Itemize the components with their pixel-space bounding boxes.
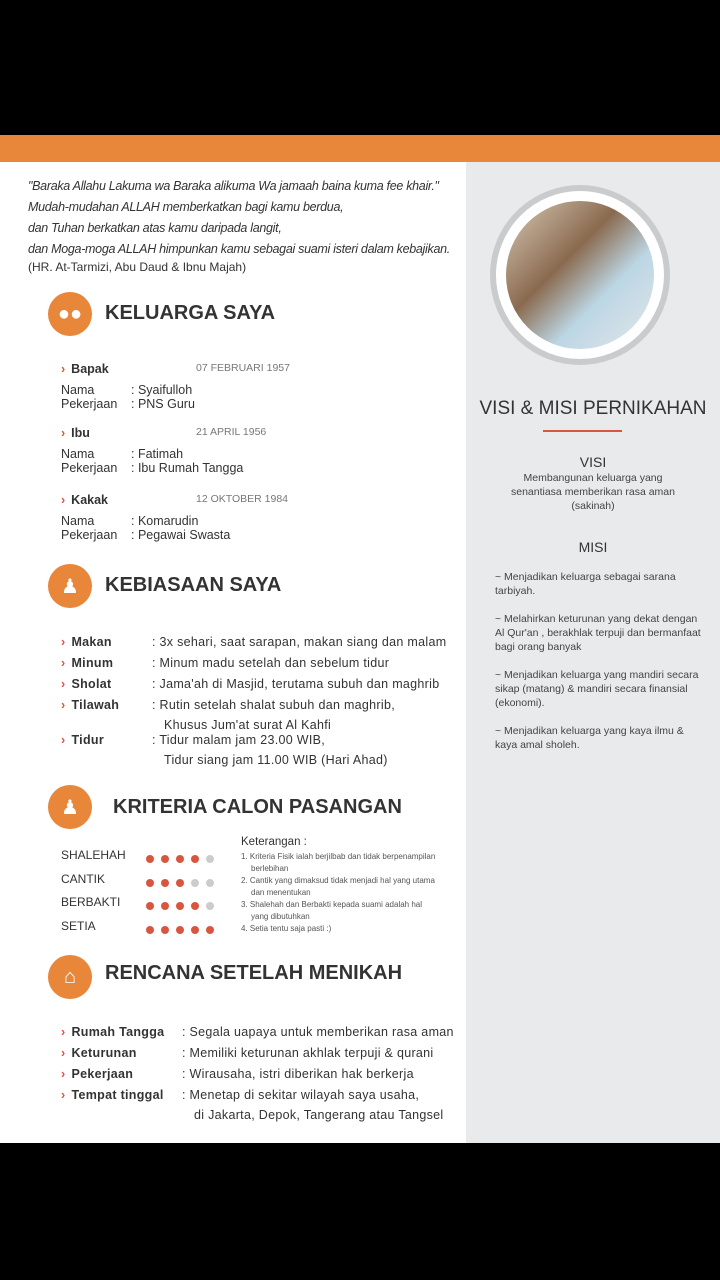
header-bar	[0, 135, 720, 162]
habit-value	[152, 653, 389, 673]
criteria-label: SHALEHAH	[61, 848, 126, 862]
rating-dot	[191, 926, 199, 934]
rating-dot	[161, 902, 169, 910]
role-label: Ibu	[71, 426, 90, 440]
birth-date: 21 APRIL 1956	[196, 426, 267, 438]
section-title-kriteria: KRITERIA CALON PASANGAN	[113, 796, 402, 818]
couple-photo	[490, 185, 670, 365]
arrow-icon: ›	[61, 635, 66, 649]
habit-value	[152, 695, 395, 735]
quote-line: dan Tuhan berkatkan atas kamu daripada langit,	[28, 221, 282, 235]
habit-value	[152, 674, 439, 694]
misi-item: ~ Menjadikan keluarga yang mandiri secara sikap (matang) & mandiri secara finansial (ekonomi).	[495, 669, 699, 709]
habit-text: : Minum madu setelah dan sebelum tidur	[152, 656, 390, 670]
family-icon: ●●	[48, 292, 92, 336]
rating-dot	[176, 902, 184, 910]
habit-text: : Jama'ah di Masjid, terutama subuh dan maghrib	[152, 677, 440, 691]
misi-item: ~ Menjadikan keluarga sebagai sarana tarbiyah.	[495, 571, 676, 597]
plan-label	[61, 1022, 164, 1042]
nama-value: : Fatimah	[131, 447, 184, 461]
nama-value: : Syaifulloh	[131, 383, 193, 397]
habit-name: Tidur	[71, 733, 104, 747]
plan-text: di Jakarta, Depok, Tangerang atau Tangsel	[194, 1108, 444, 1122]
note-line: yang dibutuhkan	[251, 912, 310, 921]
rating-dot	[146, 926, 154, 934]
plan-name: Pekerjaan	[71, 1067, 134, 1081]
rating-dot	[146, 855, 154, 863]
arrow-icon: ›	[61, 1067, 66, 1081]
plan-label	[61, 1064, 133, 1084]
plan-value	[182, 1022, 454, 1042]
plan-value	[182, 1085, 444, 1125]
rating-dot	[191, 855, 199, 863]
rating-dot	[176, 879, 184, 887]
visi-text: Membangunan keluarga yang senantiasa memberikan rasa aman (sakinah)	[510, 472, 675, 512]
habit-label	[61, 695, 119, 715]
habit-label	[61, 674, 111, 694]
note-line: 4. Setia tentu saja pasti :)	[241, 924, 332, 933]
criteria-label: CANTIK	[61, 871, 106, 886]
nama-label: Nama	[61, 514, 95, 528]
habit-text: Khusus Jum'at surat Al Kahfi	[164, 718, 332, 732]
family-member-role	[61, 493, 108, 508]
habit-value	[152, 730, 388, 770]
title-underline	[543, 430, 622, 432]
quote	[28, 176, 450, 260]
criteria-rating	[146, 897, 221, 915]
plan-text: : Menetap di sekitar wilayah saya usaha,	[182, 1088, 420, 1102]
plan-name: Keturunan	[71, 1046, 137, 1060]
plan-label	[61, 1085, 164, 1105]
habit-name: Tilawah	[71, 698, 120, 712]
rating-dot	[146, 879, 154, 887]
plan-value	[182, 1043, 434, 1063]
quote-line: Mudah-mudahan ALLAH memberkatkan bagi kamu berdua,	[28, 200, 344, 214]
birth-date: 12 OKTOBER 1984	[196, 493, 289, 505]
arrow-icon: ›	[61, 733, 66, 747]
arrow-icon: ›	[61, 1025, 66, 1039]
habit-text: Tidur siang jam 11.00 WIB (Hari Ahad)	[164, 753, 388, 767]
criteria-rating	[146, 921, 221, 939]
nama-value: : Komarudin	[131, 514, 199, 528]
plan-text: : Segala uapaya untuk memberikan rasa aman	[182, 1025, 454, 1039]
criteria-label: SETIA	[61, 918, 96, 933]
rating-dot	[161, 855, 169, 863]
arrow-icon: ›	[61, 493, 66, 507]
plan-label	[61, 1043, 137, 1063]
arrow-icon: ›	[61, 426, 66, 440]
section-title-kebiasaan: KEBIASAAN SAYA	[105, 574, 282, 596]
rating-dot	[191, 902, 199, 910]
criteria-label: BERBAKTI	[61, 895, 121, 909]
habit-value	[152, 632, 446, 652]
note-line: dan menentukan	[251, 888, 311, 897]
habit-label	[61, 653, 113, 673]
quote-line: "Baraka Allahu Lakuma wa Baraka alikuma Wa jamaah baina kuma fee khair."	[28, 179, 439, 193]
woman-icon: ♟	[48, 785, 92, 829]
note-line: 2. Cantik yang dimaksud tidak menjadi hal yang utama	[241, 876, 435, 885]
misi-list	[495, 570, 705, 752]
rating-dot	[176, 926, 184, 934]
family-member-role	[61, 362, 109, 377]
plan-text: : Wirausaha, istri diberikan hak berkerja	[182, 1067, 414, 1081]
criteria-rating	[146, 874, 221, 892]
plan-text: : Memiliki keturunan akhlak terpuji & qurani	[182, 1046, 434, 1060]
kerja-label: Pekerjaan	[61, 528, 118, 542]
kerja-value: : Ibu Rumah Tangga	[131, 461, 244, 475]
note-line: berlebihan	[251, 864, 289, 873]
arrow-icon: ›	[61, 677, 66, 691]
nama-label: Nama	[61, 447, 95, 461]
kerja-label: Pekerjaan	[61, 397, 118, 411]
misi-item: ~ Menjadikan keluarga yang kaya ilmu & kaya amal sholeh.	[495, 725, 684, 751]
person-icon: ♟	[48, 564, 92, 608]
arrow-icon: ›	[61, 1088, 66, 1102]
rating-dot	[206, 879, 214, 887]
role-label: Bapak	[71, 362, 109, 376]
kerja-value: : Pegawai Swasta	[131, 528, 231, 542]
notes-list	[241, 851, 435, 935]
misi-item: ~ Melahirkan keturunan yang dekat dengan Al Qur'an , berakhlak terpuji dan bermanfaat bagi orang banyak	[495, 613, 701, 653]
photo-image	[506, 201, 654, 349]
habit-text: : 3x sehari, saat sarapan, makan siang dan malam	[152, 635, 447, 649]
role-label: Kakak	[71, 493, 109, 507]
habit-name: Makan	[71, 635, 112, 649]
plan-name: Rumah Tangga	[71, 1025, 165, 1039]
rating-dot	[146, 902, 154, 910]
misi-title: MISI	[578, 539, 608, 555]
visi-title: VISI	[579, 454, 607, 470]
rating-dot	[161, 926, 169, 934]
arrow-icon: ›	[61, 1046, 66, 1060]
rating-dot	[176, 855, 184, 863]
arrow-icon: ›	[61, 698, 66, 712]
plan-value	[182, 1064, 414, 1084]
rating-dot	[206, 926, 214, 934]
habit-text: : Rutin setelah shalat subuh dan maghrib,	[152, 698, 396, 712]
birth-date: 07 FEBRUARI 1957	[196, 362, 290, 374]
arrow-icon: ›	[61, 362, 66, 376]
rating-dot	[161, 879, 169, 887]
visi-misi-title: VISI & MISI PERNIKAHAN	[479, 398, 707, 419]
note-line: 3. Shalehah dan Berbakti kepada suami adalah hal	[241, 900, 423, 909]
kerja-label: Pekerjaan	[61, 461, 118, 475]
arrow-icon: ›	[61, 656, 66, 670]
kerja-value: : PNS Guru	[131, 397, 195, 411]
rating-dot	[206, 855, 214, 863]
habit-label	[61, 632, 112, 652]
habit-name: Sholat	[71, 677, 112, 691]
family-member-role	[61, 426, 90, 441]
quote-line: dan Moga-moga ALLAH himpunkan kamu sebagai suami isteri dalam kebajikan.	[28, 242, 450, 256]
habit-text: : Tidur malam jam 23.00 WIB,	[152, 733, 326, 747]
rating-dot	[191, 879, 199, 887]
main-column	[0, 162, 466, 1143]
criteria-rating	[146, 850, 221, 868]
section-title-keluarga: KELUARGA SAYA	[105, 302, 276, 324]
note-line: 1. Kriteria Fisik ialah berjilbab dan tidak berpenampilan	[241, 852, 436, 861]
rating-dot	[206, 902, 214, 910]
section-title-rencana: RENCANA SETELAH MENIKAH	[105, 962, 403, 984]
habit-label	[61, 730, 104, 750]
habit-name: Minum	[71, 656, 114, 670]
plan-name: Tempat tinggal	[71, 1088, 164, 1102]
home-icon: ⌂	[48, 955, 92, 999]
nama-label: Nama	[61, 383, 95, 397]
notes-title: Keterangan :	[241, 836, 307, 848]
quote-source: (HR. At-Tarmizi, Abu Daud & Ibnu Majah)	[28, 260, 247, 274]
